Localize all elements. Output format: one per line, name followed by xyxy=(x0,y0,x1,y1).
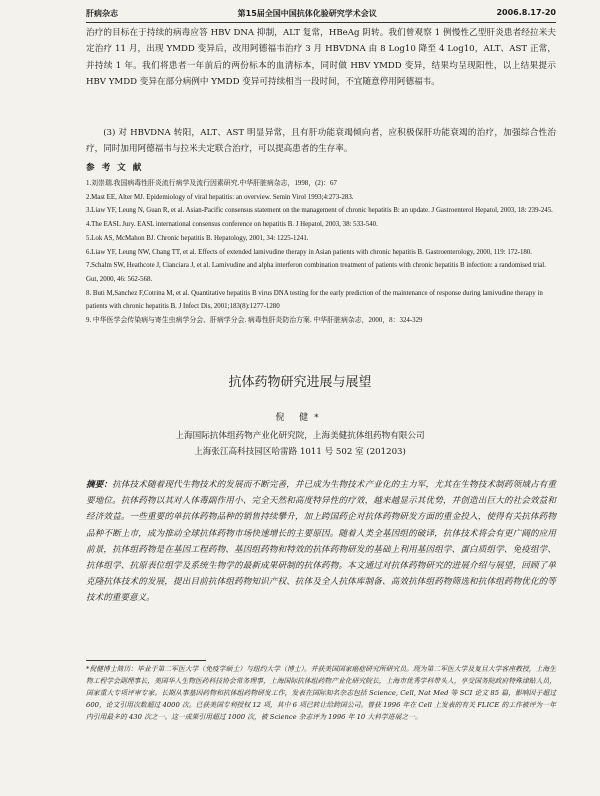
running-header xyxy=(86,8,556,20)
abstract xyxy=(86,477,556,607)
abstract-label: 摘要： xyxy=(86,480,113,490)
author-name: 倪 健* xyxy=(275,413,325,423)
reference-item: 5.Lok AS, McMahon BJ. Chronic hepatitis B. Hepatology, 2001, 34: 1225-1241. xyxy=(86,234,309,242)
body-paragraph: (3) 对 HBVDNA 转阳，ALT、AST 明显异常，且有肝功能衰竭倾向者，应积极保肝功能衰竭的治疗，加强综合性治疗，同时加用阿德福韦与拉米夫定联合治疗，可以提高患者的生存率。 xyxy=(86,128,556,155)
reference-item: 3.Liaw YF, Leung N, Guan R, et al. Asian-Pacific consensus statement on the management of chronic hepatitis B: an update. J Gastroenterol Hepatol, 2003, 18: 239-245. xyxy=(86,207,553,215)
author-address: 上海张江高科技园区哈雷路 1011 号 502 室 (201203) xyxy=(194,447,406,457)
reference-list xyxy=(86,177,556,328)
footnote-rule xyxy=(86,660,206,661)
conference-date: 2006.8.17-20 xyxy=(496,8,556,17)
reference-item: 6.Liaw YF, Leung NW, Chang TT, et al. Effects of extended lamivudine therapy in Asian patients with chronic hepatitis B. Gastroenterology, 2000, 119: 172-180. xyxy=(86,248,533,256)
abstract-text: 抗体技术随着现代生物技术的发展而不断完善，并已成为生物技术产业化的主力军，尤其在生物技术制药领域占有重要地位。抗体药物以其对人体毒副作用小、完全天然和高度特异性的疗效，越来越显示其优势，并创造出巨大的社会效益和经济效益。一些重要的单抗体药物品种的销售持续攀升，加上跨国药企对抗体药物研发方面的重金投入，使得有关抗体药物品种不断上市，成为推动全球抗体药物市场快速增长的主要原因。随着人类全基因组的破译，抗体技术将会有更广阔的应用前景，抗体组药物是在基因工程药物、基因组药物和特效的抗体药物研发的基础上利用基因组学、蛋白质组学、免疫组学、抗体组学、抗原表位组学及系统生物学的最新成果研制的抗体药物。本文通过对抗体药物研究的进展介绍与展望，回顾了单克隆抗体技术的发展，提出目前抗体组药物知识产权、抗体及全人抗体库制备、高效抗体组药物筛选和抗体组药物优化的等技术的重要意义。 xyxy=(86,480,556,604)
article-title: 抗体药物研究进展与展望 xyxy=(228,375,372,390)
conference-name: 第15届全国中国抗体化验研究学术会议 xyxy=(237,9,377,18)
reference-item: 8. Buti M,Sanchez F,Cotrina M, et al. Quantitative hepatitis B virus DNA testing for the early prediction of the maintenance of response during lamivudine therapy in patients with chronic hepatitis B. J Infect Dis, 2001;183(8):1277-1280 xyxy=(86,289,543,311)
reference-item: 4.The EASL Jury. EASL international consensus conference on hepatitis B. J Hepatol, 2003, 38: 533-540. xyxy=(86,221,378,229)
reference-item: 9. 中华医学会传染病与寄生虫病学分会、肝病学分会. 病毒性肝炎防治方案. 中华肝脏病杂志，2000，8：324-329 xyxy=(86,317,423,325)
reference-item: 1.刘崇瑞.我国病毒性肝炎流行病学及流行因素研究.中华肝脏病杂志，1998，(2)：67 xyxy=(86,180,337,187)
reference-item: 2.Mast EE, Alter MJ. Epidemiology of viral hepatitis: an overview. Semin Virol 1993;4:273-283. xyxy=(86,193,354,201)
journal-name: 肝病杂志 xyxy=(86,9,118,18)
body-paragraph: 治疗的目标在于持续的病毒应答 HBV DNA 抑制，ALT 复常，HBeAg 阴转。我们曾观察 1 例慢性乙型肝炎患者经拉米夫定治疗 11 月，出现 YMDD 变异后，改用阿德福韦治疗 3 月 HBVDNA 由 8 Log10 降至 4 Log10，ALT、AST 正常，并持续 1 年。我们将患者一年前后的两份标本的血清标本，同时做 HBV YMDD 变异，结果均呈现阳性，以上结果提示 HBV YMDD 变异在部分病例中 YMDD 变异可持续相当一段时间，不宜随意停用阿德福韦。 xyxy=(86,28,556,88)
reference-item: 7.Schalm SW, Heathcote J, Cianciara J, et al. Lamivudine and alpha interferon combination treatment of patients with chronic hepatitis B infection: a randomised trial. Gut, 2000, 46: 562-568. xyxy=(86,262,546,283)
header-rule xyxy=(86,22,556,23)
references-heading: 参 考 文 献 xyxy=(86,163,144,173)
author-affiliation: 上海国际抗体组药物产业化研究院，上海美健抗体组药物有限公司 xyxy=(175,431,425,441)
author-bio-footnote: *倪健博士简历：毕业于第二军医大学（免疫学硕士）与纽约大学（博士）。并获美国国家癌症研究所研究员。现为第二军医大学及复旦大学客座教授，上海生物工程学会副理事长，美国华人生物医药科技协会常务理事，上海国际抗体组药物产业化研究院长，上海市优秀学科带头人，享受国务院政府特殊津贴人员，国家重大专项评审专家。长期从事基因药物和抗体组药物研发工作，发表在国际知名杂志包括 Science, Cell, Nat Med 等 SCI 论文 85 篇，影响因子超过 600，论文引用次数超过 4000 次。已获美国专利授权 12 项，其中 6 项已转让给跨国公司。曾获 1996 年在 Cell 上发表的有关 FLICE 的工作被评为一年内引用最多的 430 次之一。这一成果引用超过 1000 次，被 Science 杂志评为 1996 年 10 大科学进展之一。 xyxy=(86,665,556,721)
